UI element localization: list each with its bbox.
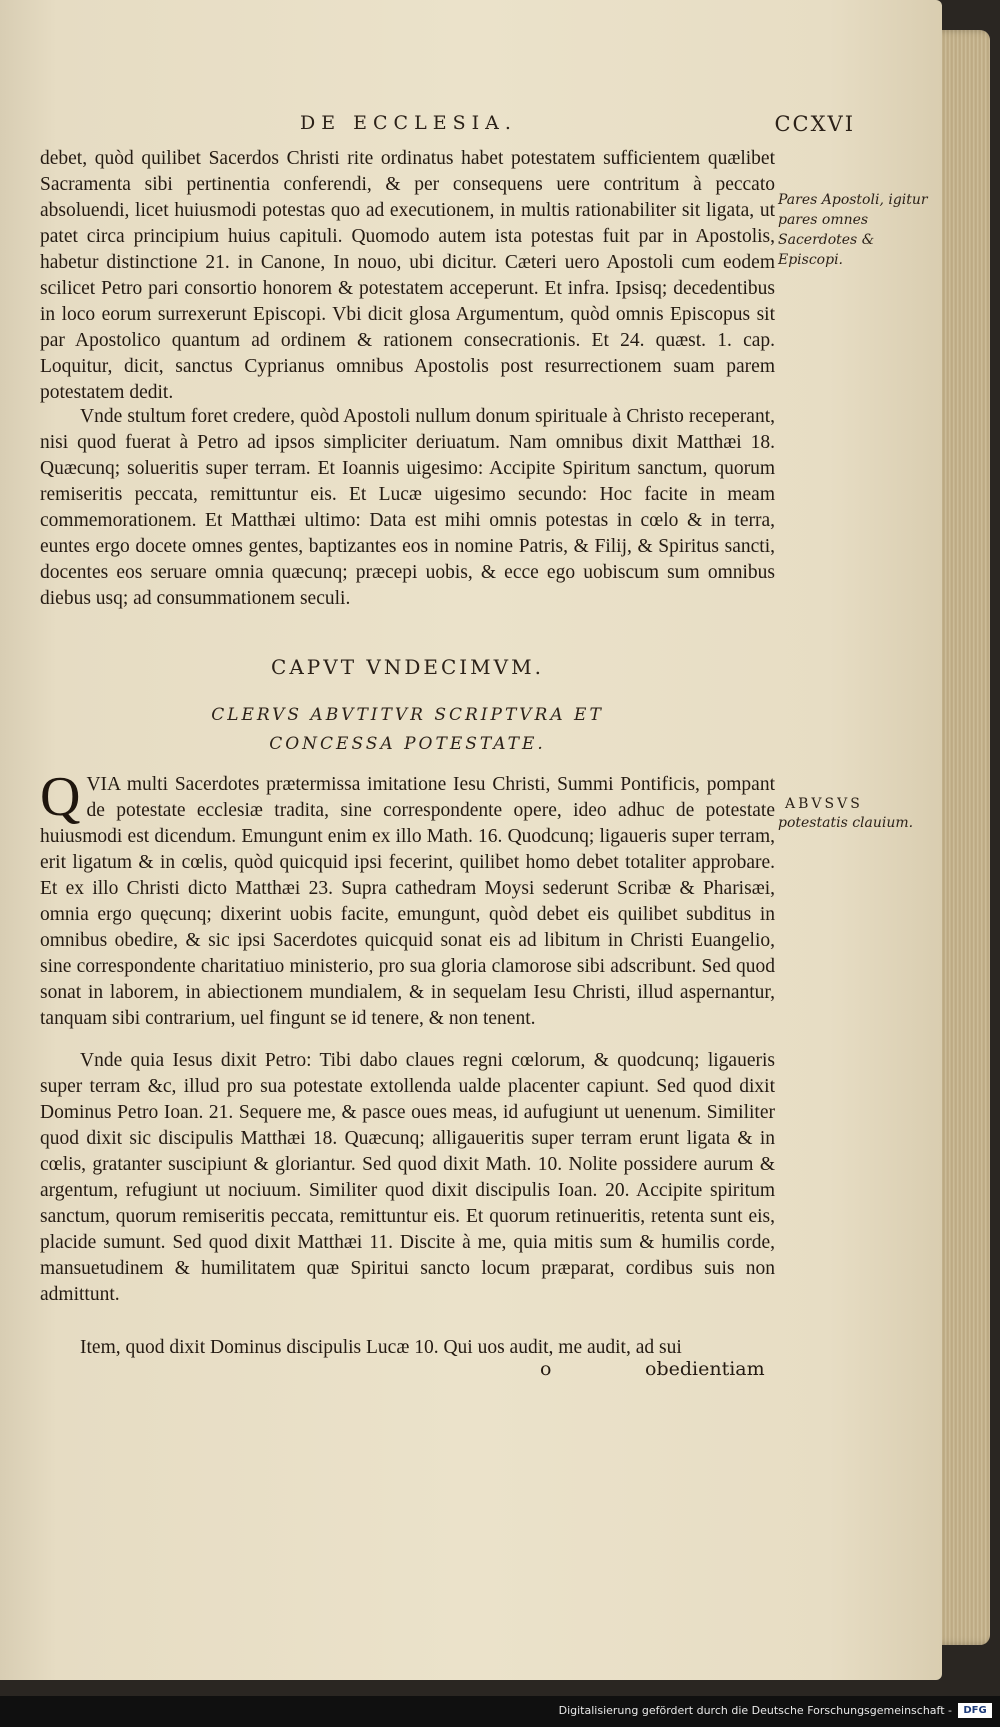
dfg-logo-icon: DFG [958,1703,992,1718]
paragraph-2: Vnde stultum foret credere, quòd Apostoli nullum donum spirituale à Christo receperant, nisi quod fuerat à Petro ad ipsos simpliciter deriuatum. Nam omnibus dixit Matthæi 18. Quæcunq; solueritis super terram. Et Ioannis uigesimo: Accipite Spiritum sanctum, quorum remiseritis peccata, remittuntur eis. Et Lucæ uigesimo secundo: Hoc facite in meam commemorationem. Et Matthæi ultimo: Data est mihi omnis potestas in cœlo & in terra, euntes ergo docete omnes gentes, baptizantes eos in nomine Patris, & Filij, & Spiritus sancti, docentes eos seruare omnia quæcunq; præcepi uobis, & ecce ego uobiscum sum omnibus diebus usq; ad consummationem seculi. [40,406,775,609]
footer-bar [0,1696,1000,1727]
running-head-title: DE ECCLESIA. [300,112,517,134]
chapter-subtitle-line-2: CONCESSA POTESTATE. [269,734,546,754]
drop-cap: Q [40,766,81,828]
paragraph-3-text: VIA multi Sacerdotes prætermissa imitatione Iesu Christi, Summi Pontificis, pompant de potestate ecclesiæ tradita, sine correspondente opere, ideo adhuc de potestate huiusmodi est dicendum. Emungunt enim ex illo Math. 16. Quodcunq; ligaueris super terram, erit ligatum & in cœlis, quòd quicquid ipsi fecerint, quilibet homo debet totaliter approbare. Et ex illo Christi dicto Matthæi 23. Supra cathedram Moysi sederunt Scribæ & Pharisæi, omnia ergo quęcunq; dixerint uobis facite, emungunt, quòd debet eis quilibet subditus in omnibus obedire, & sic ipsi Sacerdotes quicquid sonat eis ad libitum in Christi Euangelio, sine correspondente charitatiuo ministerio, pro sua gloria clamorose sibi adscribunt. Sed quod sonat in laborem, in abiectionem mundialem, & in sequelam Iesu Christi, illud aspernantur, tanquam sibi contrarium, uel fingunt se id tenere, & non tenent. [40,774,775,1029]
paragraph-5: Item, quod dixit Dominus discipulis Lucæ 10. Qui uos audit, me audit, ad sui [80,1337,682,1358]
folio-number: CCXVI [774,112,855,136]
paragraph-3 [40,766,775,1032]
footer-credit: Digitalisierung gefördert durch die Deutsche Forschungsgemeinschaft - [558,1704,952,1717]
chapter-heading: CAPVT VNDECIMVM. [271,655,544,679]
chapter-subtitle-line-1: CLERVS ABVTITVR SCRIPTVRA ET [211,705,604,725]
signature-mark: o [540,1358,552,1380]
marginal-note-2-body: potestatis clauium. [778,815,914,831]
catchword: obedientiam [645,1358,765,1380]
marginal-note-1: Pares Apostoli, igitur pares omnes Sacerdotes & Episcopi. [778,192,928,268]
paragraph-1: debet, quòd quilibet Sacerdos Christi rite ordinatus habet potestatem sufficientem quælibet Sacramenta sibi pertinentia conferendi, & per consequens uere contritum à peccato absoluendi, licet huiusmodi potestas quo ad executionem, in multis rationabiliter sit ligata, ut patet circa principium huius capituli. Quomodo autem ista potestas fuit par in Apostolis, habetur distinctione 21. in Canone, In nouo, ubi dicitur. Cæteri uero Apostoli cum eodem scilicet Petro pari consortio honorem & potestatem acceperunt. Et infra. Ipsisq; decedentibus in loco eorum surrexerunt Episcopi. Vbi dicit glosa Argumentum, quòd omnis Episcopus sit par Apostolico quantum ad ordinem & rationem consecrationis. Et 24. quæst. 1. cap. Loquitur, dicit, sanctus Cyprianus omnibus Apostolis post resurrectionem suam parem potestatem dedit. [40,148,775,403]
marginal-note-2-title: ABVSVS [785,796,863,812]
paragraph-4: Vnde quia Iesus dixit Petro: Tibi dabo claues regni cœlorum, & quodcunq; ligaueris super terram &c, illud pro sua potestate extollenda ualde placenter capiunt. Sed quod dixit Dominus Petro Ioan. 21. Sequere me, & pasce oues meas, id aufugiunt ut uenenum. Similiter quod dixit sic discipulis Matthæi 18. Quæcunq; alligaueritis super terram erunt ligata & in cœlis, gratanter suscipiunt & gloriantur. Sed quod dixit Math. 10. Nolite possidere aurum & argentum, refugiunt ut nociuum. Similiter quod dixit discipulis Ioan. 20. Accipite spiritum sanctum, quorum remiseritis peccata, remittuntur eis. Et quorum retinueritis, retenta sunt eis, placide sumunt. Sed quod dixit Matthæi 11. Discite à me, quia mitis sum & humilis corde, mansuetudinem & humilitatem quæ Spiritui sancto locum præparat, cordibus suis non admittunt. [40,1050,775,1305]
running-head [300,112,900,142]
